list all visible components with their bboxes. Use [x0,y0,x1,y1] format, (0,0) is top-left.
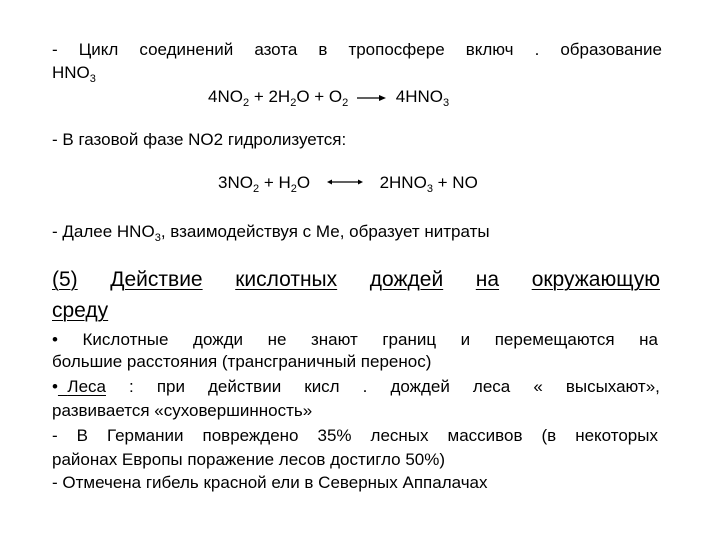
w: знают [310,330,358,349]
subscript: 3 [154,232,161,244]
bullet-3-line2: районах Европы поражение лесов достигло 50%) [52,450,446,469]
w: азота [254,40,298,59]
eq-part: 4HNO [395,87,443,106]
w: и [460,330,471,349]
nitrates-line [52,222,490,242]
w: леса [472,377,511,396]
w: соединений [139,40,234,59]
bullet-3 [52,426,658,446]
eq-part: + 2H [249,87,291,106]
eq-part: 3NO [218,173,253,192]
w: границ [382,330,437,349]
subscript: 2 [242,97,250,109]
w: некоторых [575,426,658,445]
text-part: - Далее HNO [52,222,155,241]
hno3-line [52,63,96,83]
formula-text: HNO [52,63,90,82]
w: В [76,426,89,445]
w: не [267,330,287,349]
section-heading-line2 [52,299,108,323]
subscript: 3 [442,97,450,109]
heading-word: кислотных [235,268,338,291]
w: включ [465,40,514,59]
section-heading [52,268,660,292]
subscript: 2 [290,97,297,109]
subscript: 2 [252,183,260,195]
w: : [129,377,134,396]
bullet-icon: • [52,330,58,349]
bullet-marker [52,377,106,397]
gas-phase-line: - В газовой фазе NO2 гидролизуется: [52,130,347,149]
w: перемещаются [494,330,615,349]
eq-part: O [296,173,311,192]
cycle-line [52,40,662,60]
equation-2 [218,173,478,193]
bullet-icon: • [52,377,58,396]
w: (в [541,426,557,445]
eq-part: 4NO [208,87,243,106]
w: . [362,377,368,396]
heading-word: окружающую [531,268,660,291]
text-part: , взаимодействуя с Ме, образует нитраты [160,222,490,241]
equilibrium-arrow-icon [327,179,363,189]
heading-word: Действие [110,268,203,291]
eq-part: + NO [432,173,478,192]
heading-word: на [475,268,500,291]
subscript: 3 [89,73,96,85]
subscript: 2 [342,97,349,109]
w: образование [560,40,662,59]
w: в [318,40,328,59]
w: дождей [390,377,450,396]
w: - [52,426,58,445]
heading-word: среду [52,299,109,322]
right-arrow-icon [357,93,387,103]
bullet-4: - Отмечена гибель красной ели в Северных Аппалачах [52,473,488,492]
eq-part: + H [259,173,291,192]
eq-part: O + O [296,87,343,106]
w: на [639,330,658,349]
bullet-2-line2: развивается «суховершинность» [52,401,313,420]
w: . [534,40,540,59]
heading-word: (5) [52,268,78,291]
forests-link: Леса [67,377,106,396]
w: дожди [193,330,244,349]
w: Кислотные [82,330,169,349]
equation-1 [208,87,449,107]
w: высыхают», [565,377,660,396]
bullet-1-line2: большие расстояния (трансграничный перенос) [52,352,432,371]
w: - [52,40,58,59]
subscript: 2 [290,183,297,195]
w: тропосфере [348,40,445,59]
w: « [533,377,543,396]
bullet-1 [52,330,658,350]
w: лесных [370,426,429,445]
w: повреждено [202,426,299,445]
w: действии [208,377,282,396]
heading-word: дождей [369,268,444,291]
w: при [156,377,185,396]
w: Германии [107,426,184,445]
eq-part: 2HNO [379,173,427,192]
underline-space [58,377,67,396]
w: кисл [304,377,340,396]
subscript: 3 [426,183,433,195]
w: Цикл [78,40,119,59]
w: 35% [317,426,352,445]
bullet-2 [52,377,660,397]
w: массивов [447,426,523,445]
